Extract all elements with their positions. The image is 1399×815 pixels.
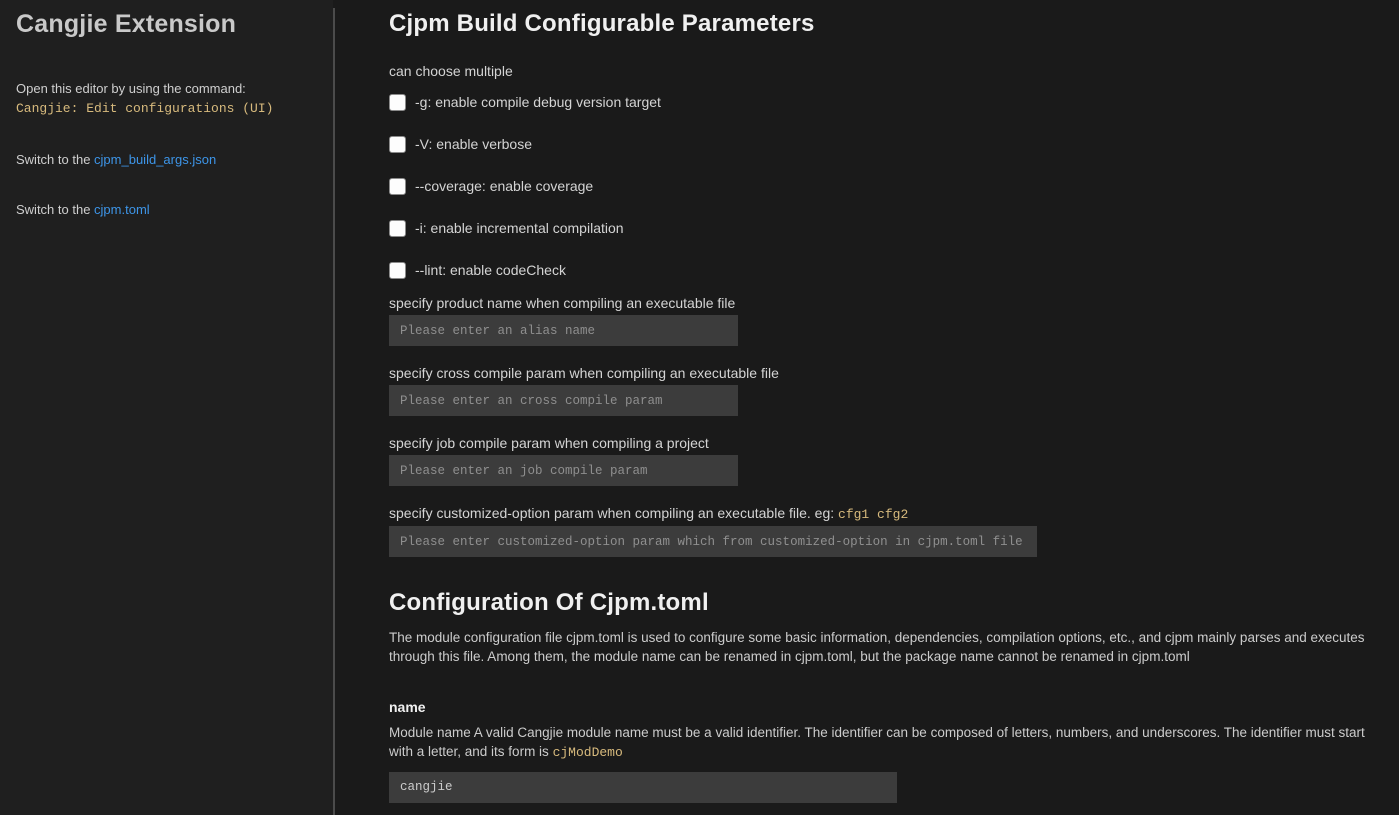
switch-to-json-line (16, 152, 317, 167)
toml-section-title: Configuration Of Cjpm.toml (389, 589, 709, 616)
product-name-input[interactable] (389, 315, 738, 346)
job-compile-input[interactable] (389, 455, 738, 486)
field-label-example-code: cfg1 cfg2 (838, 507, 909, 522)
name-field-description (389, 724, 1375, 762)
switch-toml-prefix: Switch to the (16, 202, 95, 217)
switch-to-toml-line (16, 202, 317, 217)
checkbox-verbose[interactable] (389, 136, 406, 153)
extension-title: Cangjie Extension (16, 10, 237, 38)
field-label-text: specify customized-option param when compiling an executable file. eg: (389, 505, 839, 521)
checkbox-incremental[interactable] (389, 220, 406, 237)
checkbox-row-incremental[interactable] (389, 219, 1375, 237)
cross-compile-input[interactable] (389, 385, 738, 416)
cjpm-toml-link[interactable]: cjpm.toml (94, 202, 150, 217)
checkbox-row-debug[interactable] (389, 93, 1375, 111)
checkbox-row-lint[interactable] (389, 261, 1375, 279)
field-cross-compile (389, 365, 1375, 416)
field-label: specify job compile param when compiling a project (389, 435, 709, 451)
cjpm-build-args-json-link[interactable]: cjpm_build_args.json (94, 152, 217, 167)
toml-section-description: The module configuration file cjpm.toml is used to configure some basic information, dependencies, compilation options, etc., and cjpm mainly parses and executes through this file. Among them, the module name can be renamed in cjpm.toml, but the package name cannot be renamed in cjpm.toml (389, 630, 1365, 664)
module-name-input[interactable] (389, 772, 897, 803)
checkbox-lint[interactable] (389, 262, 406, 279)
customized-option-input[interactable] (389, 526, 1037, 557)
field-product-name (389, 295, 1375, 346)
field-job-compile (389, 435, 1375, 486)
open-editor-hint: Open this editor by using the command: (16, 81, 246, 96)
checkbox-label: --lint: enable codeCheck (415, 262, 566, 278)
name-field-label: name (389, 699, 426, 716)
switch-json-prefix: Switch to the (16, 152, 95, 167)
multiple-choice-hint: can choose multiple (389, 63, 513, 79)
field-label: specify product name when compiling an executable file (389, 295, 736, 311)
checkbox-coverage[interactable] (389, 178, 406, 195)
sidebar (0, 0, 333, 815)
checkbox-row-verbose[interactable] (389, 135, 1375, 153)
checkbox-label: -g: enable compile debug version target (415, 94, 661, 110)
checkbox-label: --coverage: enable coverage (415, 178, 594, 194)
field-customized-option (389, 505, 1375, 557)
checkbox-row-coverage[interactable] (389, 177, 1375, 195)
command-palette-command: Cangjie: Edit configurations (UI) (16, 101, 274, 116)
field-label (389, 505, 1375, 522)
name-desc-text: Module name A valid Cangjie module name must be a valid identifier. The identifier can be composed of letters, numbers, and underscores. The identifier must start with a letter, and its form is (389, 725, 1365, 759)
page-title: Cjpm Build Configurable Parameters (389, 10, 815, 37)
checkbox-label: -V: enable verbose (415, 136, 532, 152)
checkbox-label: -i: enable incremental compilation (415, 220, 624, 236)
name-desc-example-code: cjModDemo (552, 744, 623, 760)
checkbox-debug[interactable] (389, 94, 406, 111)
field-label: specify cross compile param when compiling an executable file (389, 365, 779, 381)
main-panel (335, 0, 1399, 815)
